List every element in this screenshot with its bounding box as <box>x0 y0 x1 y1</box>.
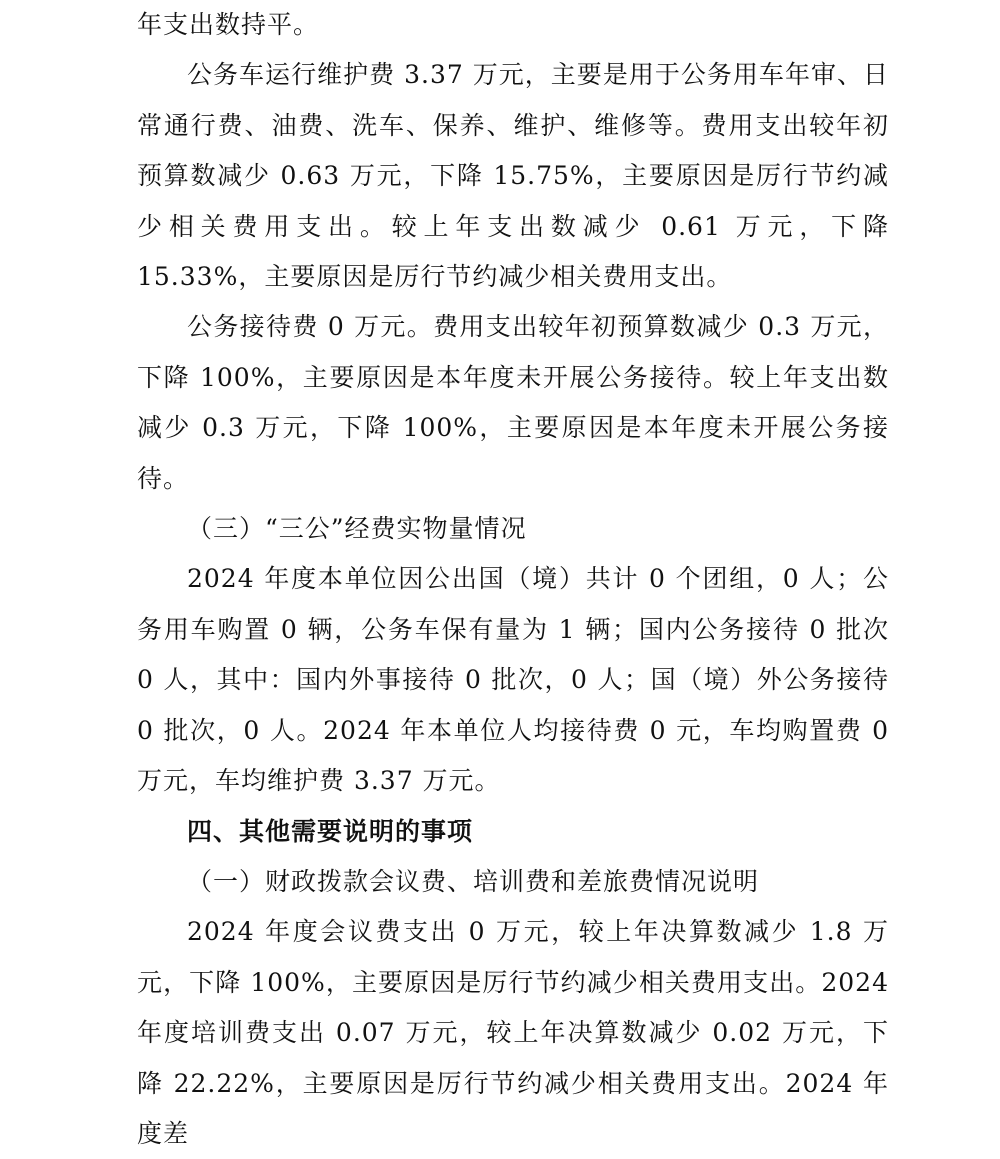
paragraph-meeting-training-expense: 2024 年度会议费支出 0 万元，较上年决算数减少 1.8 万元，下降 100%，主要原因是厉行节约减少相关费用支出。2024 年度培训费支出 0.07 万元，较上年决算数减少 0.02 万元，下降 22.22%，主要原因是厉行节约减少相关费用支出。2024 年度差 <box>137 917 889 1148</box>
section-subheading-three-public: （三）“三公”经费实物量情况 <box>187 514 527 544</box>
paragraph-continuation: 年支出数持平。 <box>137 10 320 39</box>
document-page <box>137 0 889 1159</box>
paragraph-reception-fee: 公务接待费 0 万元。费用支出较年初预算数减少 0.3 万元，下降 100%，主要原因是本年度未开展公务接待。较上年支出数减少 0.3 万元，下降 100%，主要原因是本年度未开展公务接待。 <box>137 312 889 493</box>
section-heading-other-matters: 四、其他需要说明的事项 <box>187 816 474 846</box>
section-subheading-meeting-training: （一）财政拨款会议费、培训费和差旅费情况说明 <box>187 866 760 896</box>
paragraph-physical-quantity: 2024 年度本单位因公出国（境）共计 0 个团组，0 人；公务用车购置 0 辆，公务车保有量为 1 辆；国内公务接待 0 批次 0 人，其中：国内外事接待 0 批次，0 人；国（境）外公务接待 0 批次，0 人。2024 年本单位人均接待费 0 元，车均购置费 0 万元，车均维护费 3.37 万元。 <box>137 564 889 796</box>
paragraph-vehicle-maintenance: 公务车运行维护费 3.37 万元，主要是用于公务用车年审、日常通行费、油费、洗车、保养、维护、维修等。费用支出较年初预算数减少 0.63 万元，下降 15.75%，主要原因是厉行节约减少相关费用支出。较上年支出数减少 0.61 万元，下降 15.33%，主要原因是厉行节约减少相关费用支出。 <box>137 60 889 292</box>
